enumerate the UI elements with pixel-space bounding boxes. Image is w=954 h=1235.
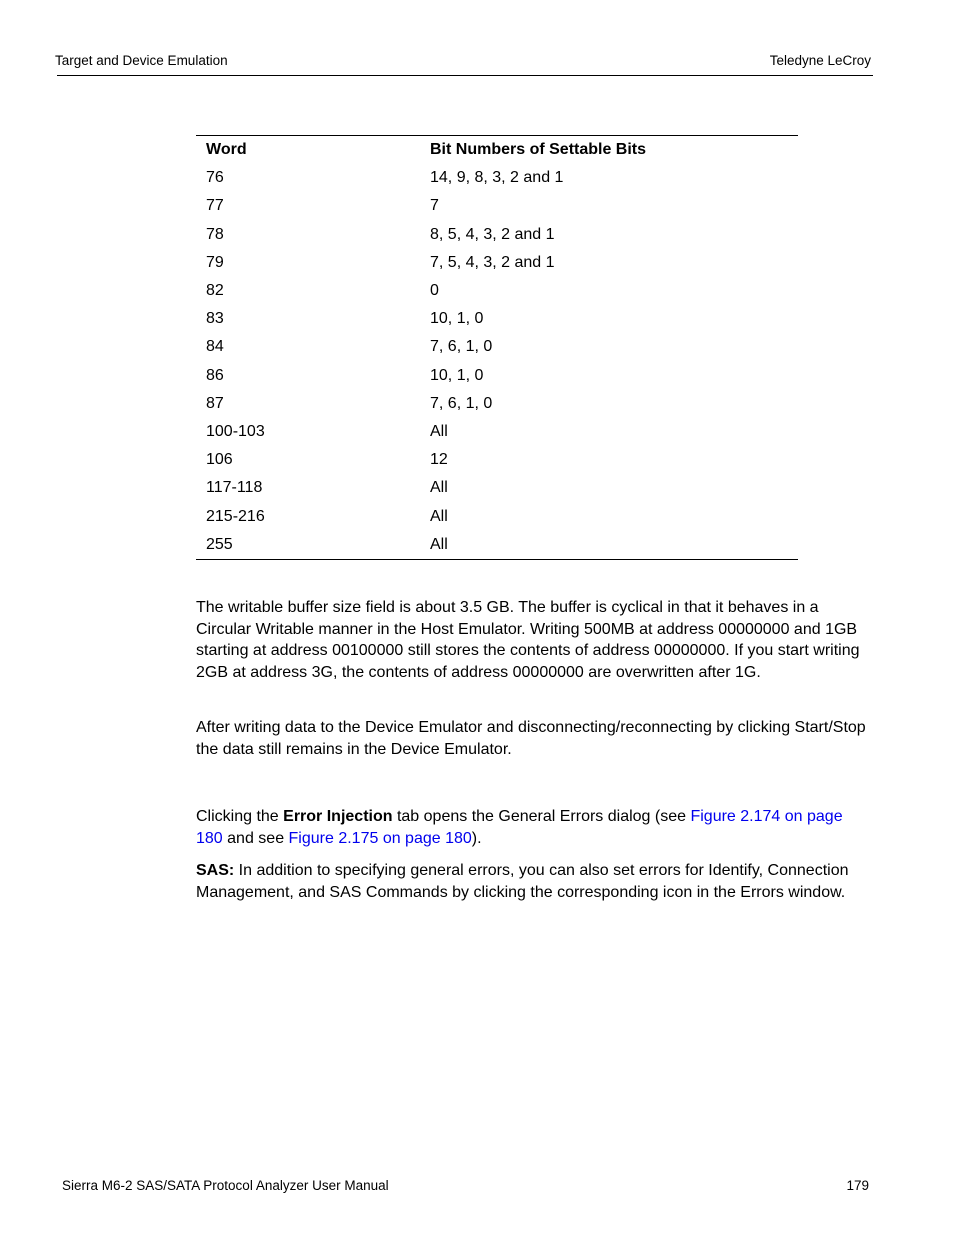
column-header-bit-numbers: Bit Numbers of Settable Bits [430,141,647,159]
footer-manual-title: Sierra M6-2 SAS/SATA Protocol Analyzer User Manual [62,1178,389,1193]
word-cell: 77 [206,197,224,215]
word-cell: 87 [206,394,224,412]
bit-numbers-cell: 12 [430,451,448,469]
word-cell: 79 [206,253,224,271]
running-header-company: Teledyne LeCroy [769,53,871,68]
table-body [196,164,798,559]
error-injection-text-mid2: and see [222,829,289,847]
table-row [196,333,798,361]
word-cell: 255 [206,535,233,553]
error-injection-text-post: ). [471,829,482,847]
bit-numbers-cell: All [430,479,448,497]
bit-numbers-cell: 14, 9, 8, 3, 2 and 1 [430,169,564,187]
table-row [196,249,798,277]
word-cell: 82 [206,282,224,300]
bit-numbers-cell: 10, 1, 0 [430,366,484,384]
error-injection-paragraph [196,806,872,849]
table-row [196,362,798,390]
sas-note-text: In addition to specifying general errors, you can also set errors for Identify, Connection Management, and SAS Commands by clicking the corresponding icon in the Errors window. [196,862,849,901]
sas-label: SAS: [196,862,235,879]
word-cell: 117-118 [206,479,263,497]
column-header-word: Word [206,141,247,159]
word-cell: 76 [206,169,224,187]
page-number: 179 [846,1178,869,1193]
word-cell: 100-103 [206,422,265,440]
table-row [196,164,798,192]
bit-numbers-cell: 7, 5, 4, 3, 2 and 1 [430,253,555,271]
bit-numbers-cell: All [430,535,448,553]
bit-numbers-cell: 7, 6, 1, 0 [430,394,493,412]
sas-note-paragraph [196,860,872,903]
word-cell: 215-216 [206,507,265,525]
table-row [196,390,798,418]
table-row [196,192,798,220]
error-injection-text-mid: tab opens the General Errors dialog (see [392,808,691,825]
data-retention-paragraph: After writing data to the Device Emulator and disconnecting/reconnecting by clicking Start/Stop the data still remains in the Device Emulator. [196,719,866,758]
buffer-size-paragraph: The writable buffer size field is about 3.5 GB. The buffer is cyclical in that it behaves in a Circular Writable manner in the Host Emulator. Writing 500MB at address 00000000 and 1GB starting at address 00100000 still stores the contents of address 00000000. If you start writing 2GB at address 3G, the contents of address 00000000 are overwritten after 1G. [196,599,860,681]
error-injection-text-pre: Clicking the [196,808,284,825]
word-cell: 78 [206,225,224,243]
header-divider [57,75,873,76]
table-row [196,531,798,560]
table-row [196,474,798,502]
bit-numbers-cell: 8, 5, 4, 3, 2 and 1 [430,225,555,243]
table-row [196,305,798,333]
word-cell: 83 [206,310,224,328]
word-cell: 84 [206,338,224,356]
table-row [196,446,798,474]
table-header-row [196,136,798,165]
bit-numbers-cell: All [430,422,448,440]
settable-bits-table [196,135,798,560]
figure-2-175-link[interactable]: Figure 2.175 on page 180 [288,829,472,847]
bit-numbers-cell: 0 [430,282,439,300]
table-row [196,277,798,305]
word-cell: 106 [206,451,233,469]
table-row [196,418,798,446]
bit-numbers-cell: 7 [430,197,439,215]
error-injection-tab-name: Error Injection [283,808,393,825]
bit-numbers-cell: 7, 6, 1, 0 [430,338,493,356]
figure-2-174-link[interactable]: Figure 2.174 on page 180 [196,808,843,847]
bit-numbers-cell: 10, 1, 0 [430,310,484,328]
running-header-title: Target and Device Emulation [55,53,228,68]
table-row [196,502,798,530]
word-cell: 86 [206,366,224,384]
bit-numbers-cell: All [430,507,448,525]
table-row [196,221,798,249]
